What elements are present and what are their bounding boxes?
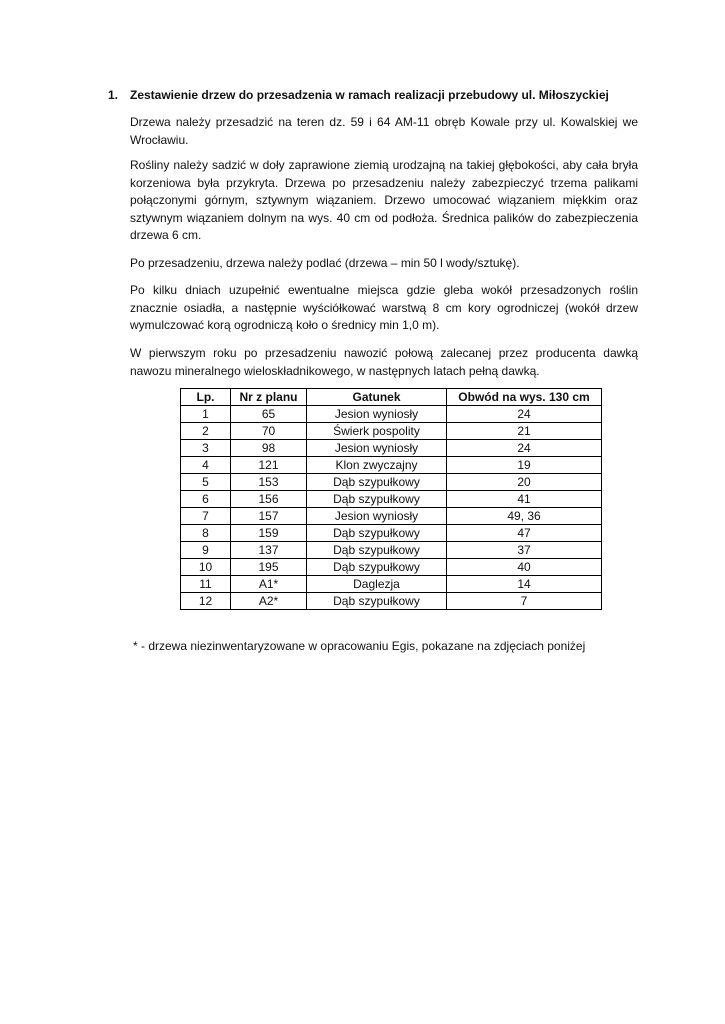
cell-obwod: 21 — [447, 423, 602, 440]
cell-obwod: 14 — [447, 576, 602, 593]
table-row — [181, 508, 602, 525]
cell-gatunek: Dąb szypułkowy — [307, 525, 447, 542]
trees-table — [180, 388, 602, 610]
table-row — [181, 593, 602, 610]
cell-nr: 159 — [231, 525, 307, 542]
cell-gatunek: Dąb szypułkowy — [307, 491, 447, 508]
cell-nr: 153 — [231, 474, 307, 491]
cell-nr: 157 — [231, 508, 307, 525]
cell-obwod: 40 — [447, 559, 602, 576]
section-number: 1. — [108, 88, 119, 102]
cell-lp: 9 — [181, 542, 231, 559]
paragraph-watering: Po przesadzeniu, drzewa należy podlać (drzewa – min 50 l wody/sztukę). — [130, 256, 520, 270]
table-row — [181, 474, 602, 491]
cell-nr: A1* — [231, 576, 307, 593]
section-title: Zestawienie drzew do przesadzenia w ramach realizacji przebudowy ul. Miłoszyckiej — [130, 88, 609, 102]
cell-gatunek: Daglezja — [307, 576, 447, 593]
cell-gatunek: Dąb szypułkowy — [307, 593, 447, 610]
cell-nr: A2* — [231, 593, 307, 610]
cell-lp: 1 — [181, 406, 231, 423]
paragraph-mulching: Po kilku dniach uzupełnić ewentualne miejsca gdzie gleba wokół przesadzonych roślin znacznie osiadła, a następnie wyściółkować warstwą 8 cm kory ogrodniczej (wokół drzew wymulczować korą ogrodniczą koło o średnicy min 1,0 m). — [130, 283, 638, 332]
header-nr-z-planu: Nr z planu — [231, 389, 307, 406]
cell-obwod: 7 — [447, 593, 602, 610]
cell-nr: 65 — [231, 406, 307, 423]
cell-lp: 5 — [181, 474, 231, 491]
cell-obwod: 47 — [447, 525, 602, 542]
cell-lp: 11 — [181, 576, 231, 593]
table-row — [181, 542, 602, 559]
cell-nr: 156 — [231, 491, 307, 508]
cell-obwod: 24 — [447, 406, 602, 423]
cell-gatunek: Jesion wyniosły — [307, 508, 447, 525]
footnote: * - drzewa niezinwentaryzowane w opracowaniu Egis, pokazane na zdjęciach poniżej — [133, 639, 586, 653]
paragraph-location: Drzewa należy przesadzić na teren dz. 59 i 64 AM-11 obręb Kowale przy ul. Kowalskiej we Wrocławiu. — [130, 115, 638, 147]
cell-nr: 137 — [231, 542, 307, 559]
cell-obwod: 20 — [447, 474, 602, 491]
cell-obwod: 19 — [447, 457, 602, 474]
cell-obwod: 49, 36 — [447, 508, 602, 525]
cell-lp: 3 — [181, 440, 231, 457]
cell-lp: 7 — [181, 508, 231, 525]
cell-gatunek: Klon zwyczajny — [307, 457, 447, 474]
cell-lp: 4 — [181, 457, 231, 474]
cell-lp: 10 — [181, 559, 231, 576]
table-row — [181, 491, 602, 508]
table-row — [181, 576, 602, 593]
cell-lp: 12 — [181, 593, 231, 610]
cell-gatunek: Dąb szypułkowy — [307, 474, 447, 491]
paragraph-planting: Rośliny należy sadzić w doły zaprawione ziemią urodzajną na takiej głębokości, aby cała bryła korzeniowa była przykryta. Drzewa po przesadzeniu należy zabezpieczyć trzema palikami połączonymi górnym, sztywnym wiązaniem. Drzewo umocować wiązaniem miękkim oraz sztywnym wiązaniem dolnym na wys. 40 cm od podłoża. Średnica palików do zabezpieczenia drzewa 6 cm. — [130, 158, 638, 242]
cell-nr: 195 — [231, 559, 307, 576]
table-row — [181, 525, 602, 542]
table-header-row — [181, 389, 602, 406]
header-lp: Lp. — [181, 389, 231, 406]
cell-nr: 121 — [231, 457, 307, 474]
cell-nr: 70 — [231, 423, 307, 440]
cell-lp: 6 — [181, 491, 231, 508]
cell-gatunek: Świerk pospolity — [307, 423, 447, 440]
table-row — [181, 457, 602, 474]
table-row — [181, 423, 602, 440]
cell-obwod: 41 — [447, 491, 602, 508]
paragraph-fertilizing: W pierwszym roku po przesadzeniu nawozić połową zalecanej przez producenta dawką nawozu mineralnego wieloskładnikowego, w następnych latach pełną dawką. — [130, 346, 638, 378]
cell-gatunek: Dąb szypułkowy — [307, 542, 447, 559]
cell-lp: 8 — [181, 525, 231, 542]
table-row — [181, 440, 602, 457]
cell-gatunek: Dąb szypułkowy — [307, 559, 447, 576]
cell-nr: 98 — [231, 440, 307, 457]
cell-gatunek: Jesion wyniosły — [307, 440, 447, 457]
table-row — [181, 559, 602, 576]
cell-gatunek: Jesion wyniosły — [307, 406, 447, 423]
header-gatunek: Gatunek — [307, 389, 447, 406]
table-row — [181, 406, 602, 423]
cell-obwod: 37 — [447, 542, 602, 559]
cell-lp: 2 — [181, 423, 231, 440]
header-obwod: Obwód na wys. 130 cm — [447, 389, 602, 406]
cell-obwod: 24 — [447, 440, 602, 457]
section-heading — [108, 86, 648, 104]
